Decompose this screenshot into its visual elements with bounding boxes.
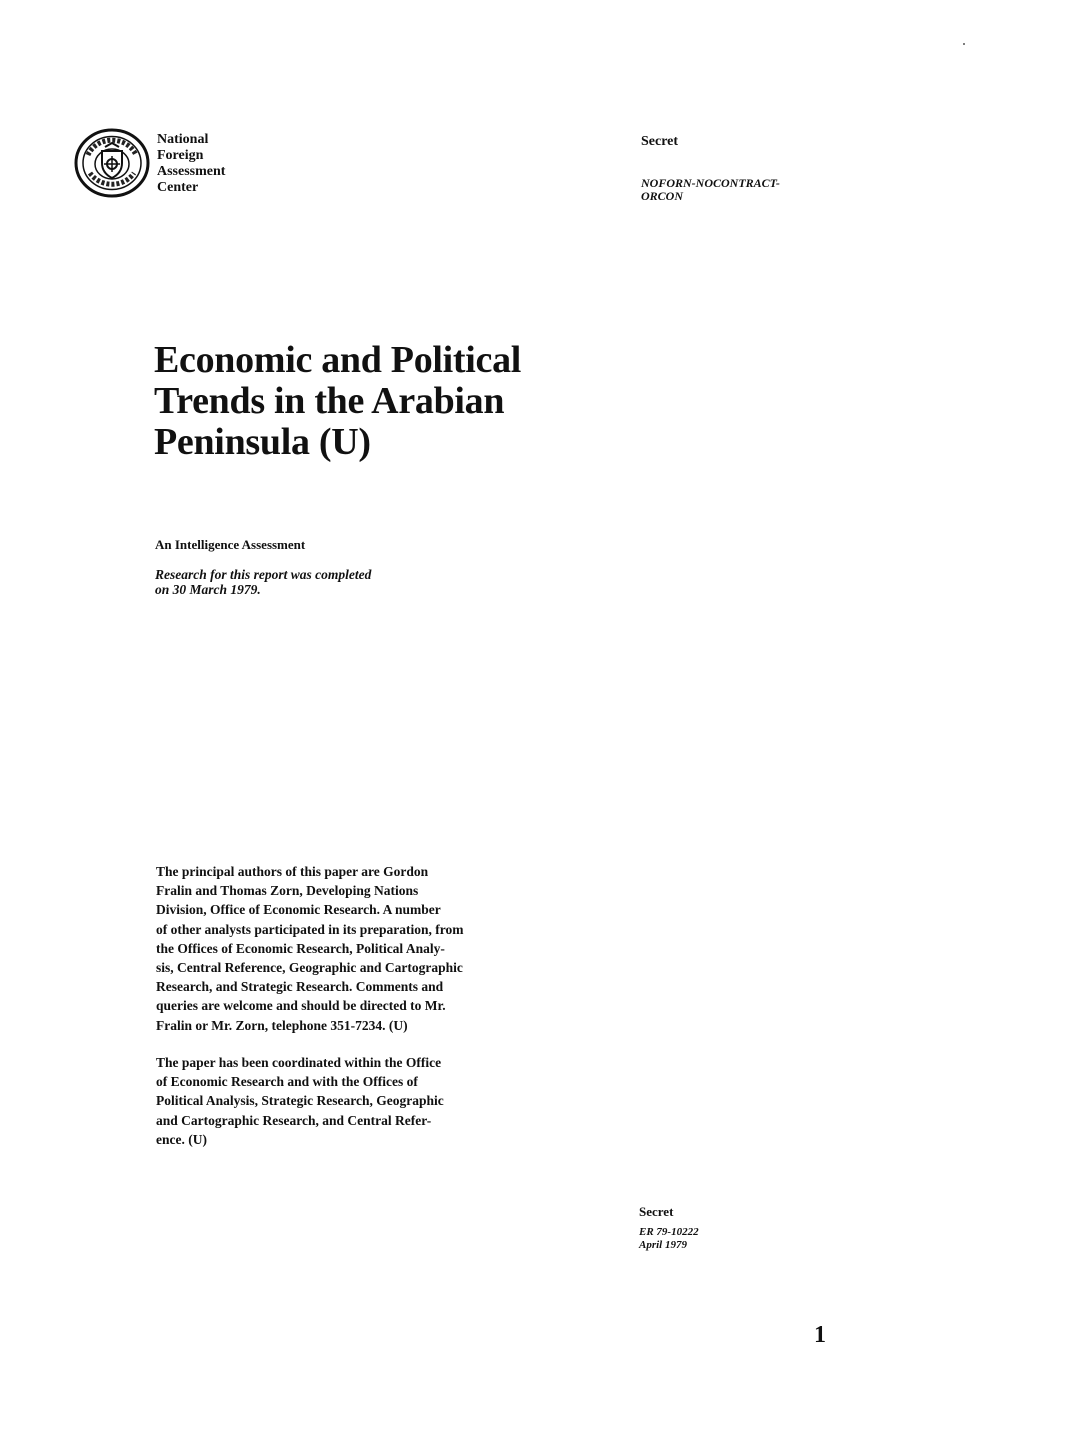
- agency-line: Assessment: [157, 164, 226, 179]
- control-line: ORCON: [641, 189, 684, 203]
- report-number: ER 79-10222: [639, 1226, 699, 1238]
- paragraph-line: of Economic Research and with the Offices of: [156, 1074, 418, 1090]
- paragraph-line: Fralin and Thomas Zorn, Developing Nations: [156, 883, 419, 899]
- paragraph-line: Political Analysis, Strategic Research, Geographic: [156, 1093, 444, 1109]
- paragraph-line: The principal authors of this paper are Gordon: [156, 864, 429, 879]
- authors-paragraph: [156, 862, 464, 1035]
- paragraph-line: of other analysts participated in its preparation, from: [156, 921, 464, 937]
- title-line: Trends in the Arabian: [154, 380, 505, 422]
- paragraph-line: queries are welcome and should be directed to Mr.: [156, 998, 446, 1014]
- note-line: on 30 March 1979.: [155, 582, 261, 597]
- paragraph-line: Fralin or Mr. Zorn, telephone 351-7234. (U): [156, 1017, 408, 1033]
- paragraph-line: the Offices of Economic Research, Political Analy-: [156, 940, 445, 956]
- agency-line: National: [157, 132, 209, 147]
- classification-marking-top: Secret: [641, 134, 679, 149]
- paragraph-line: Research, and Strategic Research. Comments and: [156, 979, 444, 995]
- control-line: NOFORN-NOCONTRACT-: [641, 176, 780, 190]
- note-line: Research for this report was completed: [155, 567, 372, 582]
- paragraph-line: and Cartographic Research, and Central Refer-: [156, 1112, 432, 1128]
- document-title: [154, 340, 521, 463]
- document-metadata: [639, 1226, 699, 1252]
- paragraph-line: sis, Central Reference, Geographic and Cartographic: [156, 960, 463, 976]
- scan-speck: [963, 43, 965, 45]
- coordination-paragraph: [156, 1053, 444, 1149]
- document-subtitle: An Intelligence Assessment: [155, 537, 306, 552]
- cia-seal-icon: [72, 127, 152, 199]
- page-number: 1: [814, 1322, 826, 1348]
- agency-name: [157, 132, 225, 196]
- paragraph-line: ence. (U): [156, 1131, 207, 1147]
- dissemination-controls: [641, 177, 780, 203]
- title-line: Peninsula (U): [154, 421, 371, 463]
- paragraph-line: The paper has been coordinated within the Office: [156, 1055, 442, 1070]
- paragraph-line: Division, Office of Economic Research. A number: [156, 902, 441, 918]
- agency-line: Center: [157, 180, 199, 195]
- classification-marking-bottom: Secret: [639, 1204, 674, 1219]
- agency-line: Foreign: [157, 148, 204, 163]
- title-line: Economic and Political: [154, 339, 522, 381]
- report-date: April 1979: [639, 1239, 687, 1251]
- research-completion-note: [155, 567, 371, 597]
